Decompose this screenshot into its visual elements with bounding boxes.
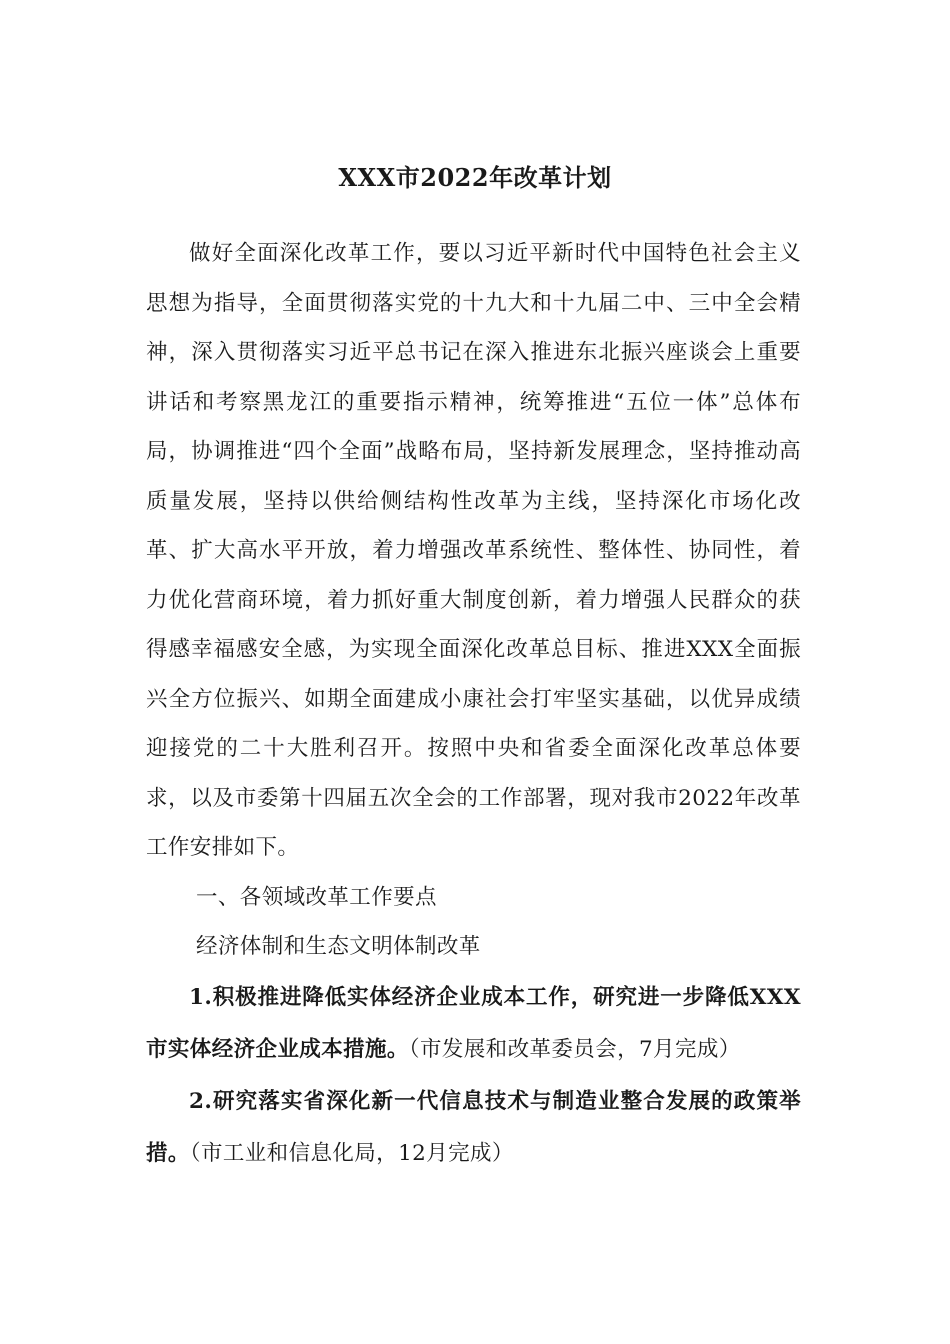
item-text: 1.积极推进降低实体经济企业成本工作，研究进一步降低XXX市实体经济企业成本措施。 — [146, 985, 801, 1062]
document-title: XXX市2022年改革计划 — [338, 163, 612, 192]
list-item — [146, 972, 801, 1076]
item-note: （市工业和信息化局，12月完成） — [189, 1141, 514, 1166]
intro-paragraph: 做好全面深化改革工作，要以习近平新时代中国特色社会主义思想为指导，全面贯彻落实党的十九大和十九届二中、三中全会精神，深入贯彻落实习近平总书记在深入推进东北振兴座谈会上重要讲话和考察黑龙江的重要指示精神，统筹推进“五位一体”总体布局，协调推进“四个全面”战略布局，坚持新发展理念，坚持推动高质量发展，坚持以供给侧结构性改革为主线，坚持深化市场化改革、扩大高水平开放，着力增强改革系统性、整体性、协同性，着力优化营商环境，着力抓好重大制度创新，着力增强人民群众的获得感幸福感安全感，为实现全面深化改革总目标、推进XXX全面振兴全方位振兴、如期全面建成小康社会打牢坚实基础，以优异成绩迎接党的二十大胜利召开。按照中央和省委全面深化改革总体要求，以及市委第十四届五次全会的工作部署，现对我市2022年改革工作安排如下。 — [146, 241, 801, 860]
item-note: （市发展和改革委员会，7月完成） — [408, 1037, 741, 1062]
item-text: 2.研究落实省深化新一代信息技术与制造业整合发展的政策举措。 — [146, 1089, 801, 1166]
list-item — [146, 1076, 801, 1180]
subsection-heading: 经济体制和生态文明体制改革 — [196, 934, 481, 959]
section-heading: 一、各领域改革工作要点 — [196, 885, 437, 910]
